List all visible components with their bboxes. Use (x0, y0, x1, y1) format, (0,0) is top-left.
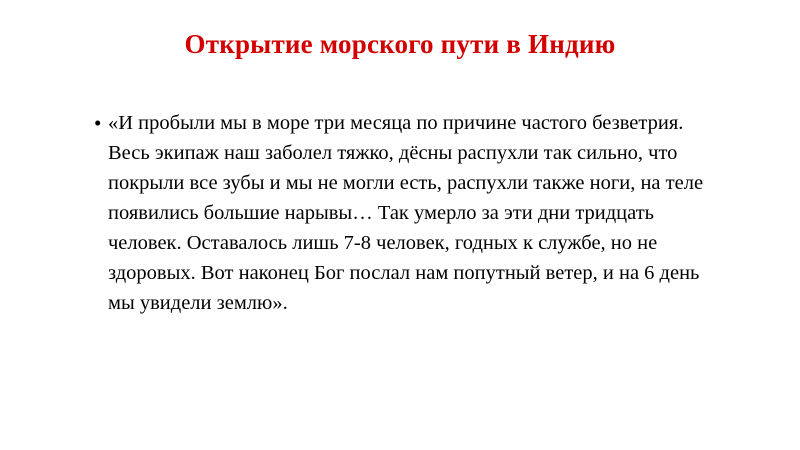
list-item (94, 108, 714, 318)
page-title: Открытие морского пути в Индию (184, 29, 616, 59)
body-content-block (94, 108, 714, 318)
bullet-point-icon: • (94, 111, 102, 135)
quote-paragraph: «И пробыли мы в море три месяца по причине частого безветрия. Весь экипаж наш заболел тяжко, дёсны распухли так сильно, что покрыли все зубы и мы не могли есть, распухли также ноги, на теле появились большие нарывы… Так умерло за эти дни тридцать человек. Оставалось лишь 7-8 человек, годных к службе, но не здоровых. Вот наконец Бог послал нам попутный ветер, и на 6 день мы увидели землю». (108, 112, 704, 314)
